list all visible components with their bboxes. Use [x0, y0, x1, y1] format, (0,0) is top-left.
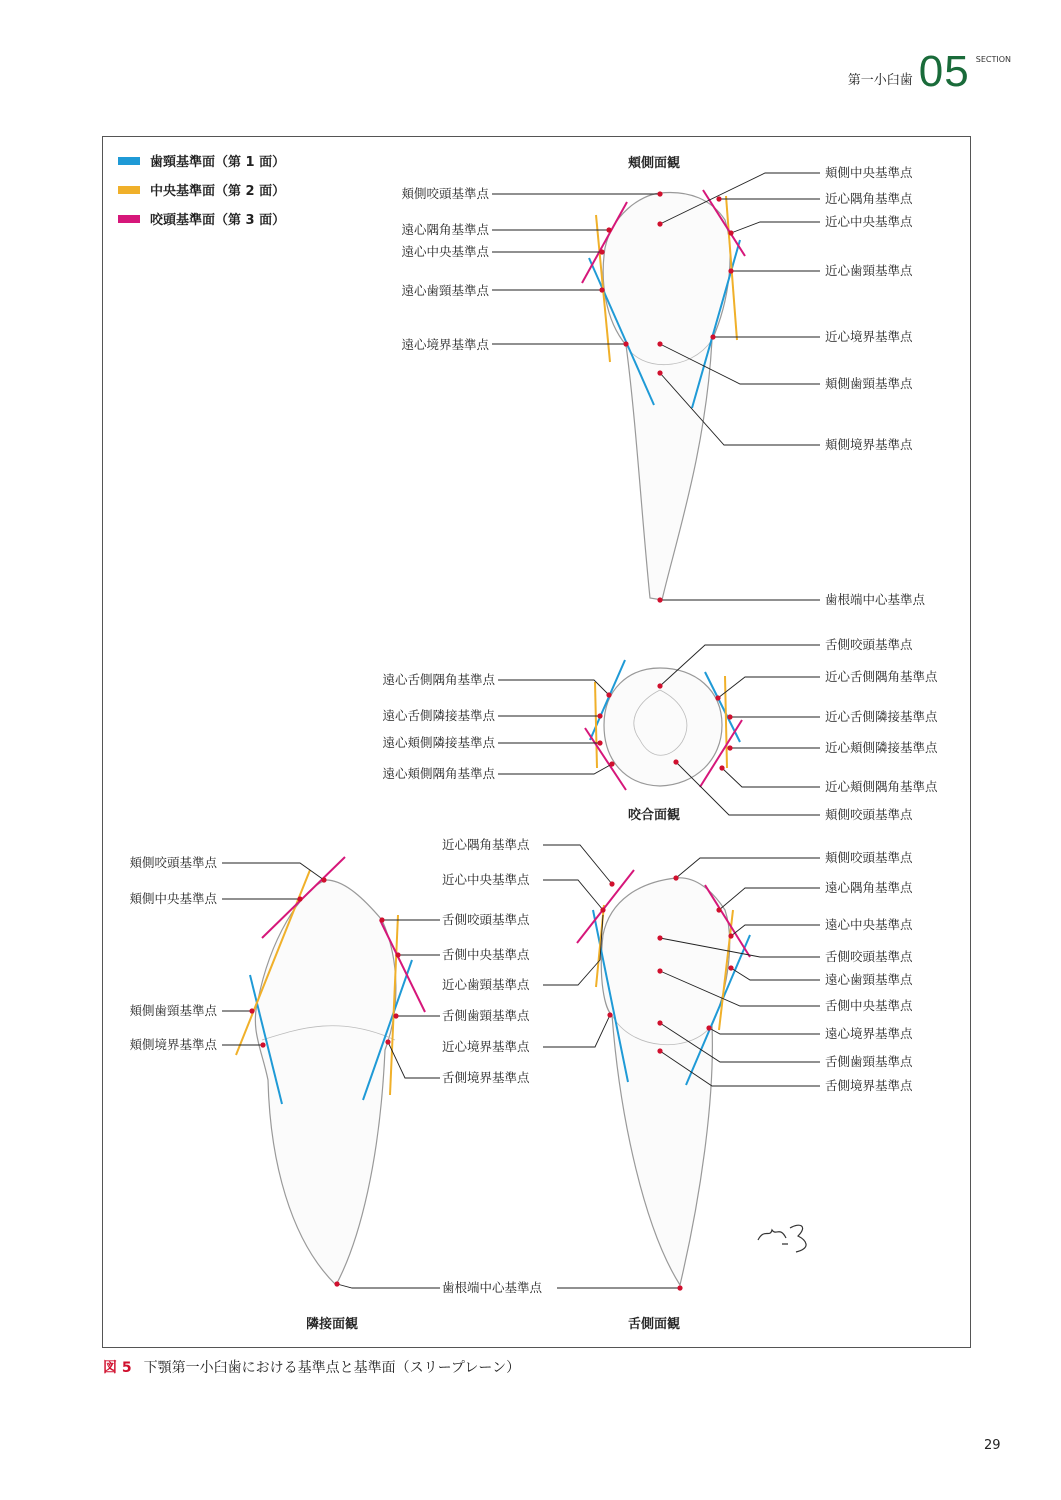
- buccal-view-tooth: [603, 192, 730, 600]
- label-mesiolingual-contact-point: 近心舌側隣接基準点: [825, 709, 938, 724]
- figure-caption: [103, 1357, 520, 1377]
- label-buccal-cusp-point: 頬側咬頭基準点: [129, 855, 217, 870]
- header-section-label: SECTION: [975, 55, 1011, 64]
- label-buccal-boundary-point: 頬側境界基準点: [825, 437, 913, 452]
- legend-label: 歯頸基準面（第 1 面）: [150, 155, 286, 170]
- legend-item-cervical-plane: [118, 146, 285, 175]
- occlusal-view-tooth: [604, 668, 722, 786]
- label-distal-central-point: 遠心中央基準点: [401, 244, 489, 259]
- header-title: 第一小臼歯: [847, 73, 913, 88]
- label-lingual-central-point: 舌側中央基準点: [825, 998, 913, 1013]
- occlusal-central-plane-right: [725, 676, 727, 768]
- legend-item-central-plane: [118, 175, 285, 204]
- label-lingual-cusp-point: 舌側咬頭基準点: [825, 949, 913, 964]
- label-mesiobuccal-angle-point: 近心頬側隅角基準点: [825, 779, 938, 794]
- label-mesial-cervical-point: 近心歯頸基準点: [442, 977, 530, 992]
- occlusal-central-plane-left: [595, 682, 597, 768]
- caption-text: 下顎第一小臼歯における基準点と基準面（スリープレーン）: [143, 1360, 521, 1376]
- label-lingual-central-point: 舌側中央基準点: [442, 947, 530, 962]
- label-distolingual-angle-point: 遠心舌側隅角基準点: [382, 672, 495, 687]
- label-distal-central-point: 遠心中央基準点: [825, 917, 913, 932]
- label-buccal-boundary-point: 頬側境界基準点: [129, 1037, 217, 1052]
- label-root-apex-point: 歯根端中心基準点: [442, 1280, 543, 1295]
- label-lingual-cervical-point: 舌側歯頸基準点: [442, 1008, 530, 1023]
- legend-item-cusp-plane: [118, 204, 285, 233]
- label-lingual-cusp-point: 舌側咬頭基準点: [442, 912, 530, 927]
- plane-legend: [118, 146, 285, 233]
- label-buccal-cusp-point: 頬側咬頭基準点: [825, 850, 913, 865]
- label-mesial-angle-point: 近心隅角基準点: [442, 837, 530, 852]
- label-distobuccal-contact-point: 遠心頬側隣接基準点: [382, 735, 495, 750]
- label-lingual-boundary-point: 舌側境界基準点: [825, 1078, 913, 1093]
- legend-label: 中央基準面（第 2 面）: [150, 184, 286, 199]
- label-mesial-boundary-point: 近心境界基準点: [825, 329, 913, 344]
- label-mesial-central-point: 近心中央基準点: [825, 214, 913, 229]
- header-section-number: 05: [918, 47, 970, 96]
- label-distobuccal-angle-point: 遠心頬側隅角基準点: [382, 766, 495, 781]
- view-title-buccal: 頬側面観: [628, 156, 681, 171]
- view-title-occlusal: 咬合面観: [628, 808, 681, 823]
- label-root-apex-point: 歯根端中心基準点: [825, 592, 926, 607]
- label-buccal-cusp-point: 頬側咬頭基準点: [401, 186, 489, 201]
- label-lingual-cusp-point: 舌側咬頭基準点: [825, 637, 913, 652]
- label-distal-angle-point: 遠心隅角基準点: [825, 880, 913, 895]
- label-distal-angle-point: 遠心隅角基準点: [401, 222, 489, 237]
- legend-swatch-yellow: [118, 186, 140, 194]
- figure-number: 図 5: [103, 1360, 132, 1376]
- label-lingual-boundary-point: 舌側境界基準点: [442, 1070, 530, 1085]
- view-title-lingual: 舌側面観: [628, 1317, 681, 1332]
- label-mesial-central-point: 近心中央基準点: [442, 872, 530, 887]
- label-lingual-cervical-point: 舌側歯頸基準点: [825, 1054, 913, 1069]
- label-mesial-cervical-point: 近心歯頸基準点: [825, 263, 913, 278]
- label-mesiobuccal-contact-point: 近心頬側隣接基準点: [825, 740, 938, 755]
- legend-label: 咬頭基準面（第 3 面）: [150, 213, 286, 228]
- label-buccal-cusp-point: 頬側咬頭基準点: [825, 807, 913, 822]
- label-mesiolingual-angle-point: 近心舌側隅角基準点: [825, 669, 938, 684]
- label-distal-cervical-point: 遠心歯頸基準点: [401, 283, 489, 298]
- label-buccal-central-point: 頬側中央基準点: [129, 891, 217, 906]
- page-number: 29: [984, 1438, 1001, 1453]
- label-mesial-boundary-point: 近心境界基準点: [442, 1039, 530, 1054]
- label-buccal-cervical-point: 頬側歯頸基準点: [129, 1003, 217, 1018]
- legend-swatch-magenta: [118, 215, 140, 223]
- legend-swatch-blue: [118, 157, 140, 165]
- label-distolingual-contact-point: 遠心舌側隣接基準点: [382, 708, 495, 723]
- label-distal-cervical-point: 遠心歯頸基準点: [825, 972, 913, 987]
- label-buccal-central-point: 頬側中央基準点: [825, 165, 913, 180]
- label-distal-boundary-point: 遠心境界基準点: [401, 337, 489, 352]
- label-buccal-cervical-point: 頬側歯頸基準点: [825, 376, 913, 391]
- illustrator-signature: [758, 1225, 806, 1252]
- view-title-proximal: 隣接面観: [306, 1317, 359, 1332]
- label-distal-boundary-point: 遠心境界基準点: [825, 1026, 913, 1041]
- label-mesial-angle-point: 近心隅角基準点: [825, 191, 913, 206]
